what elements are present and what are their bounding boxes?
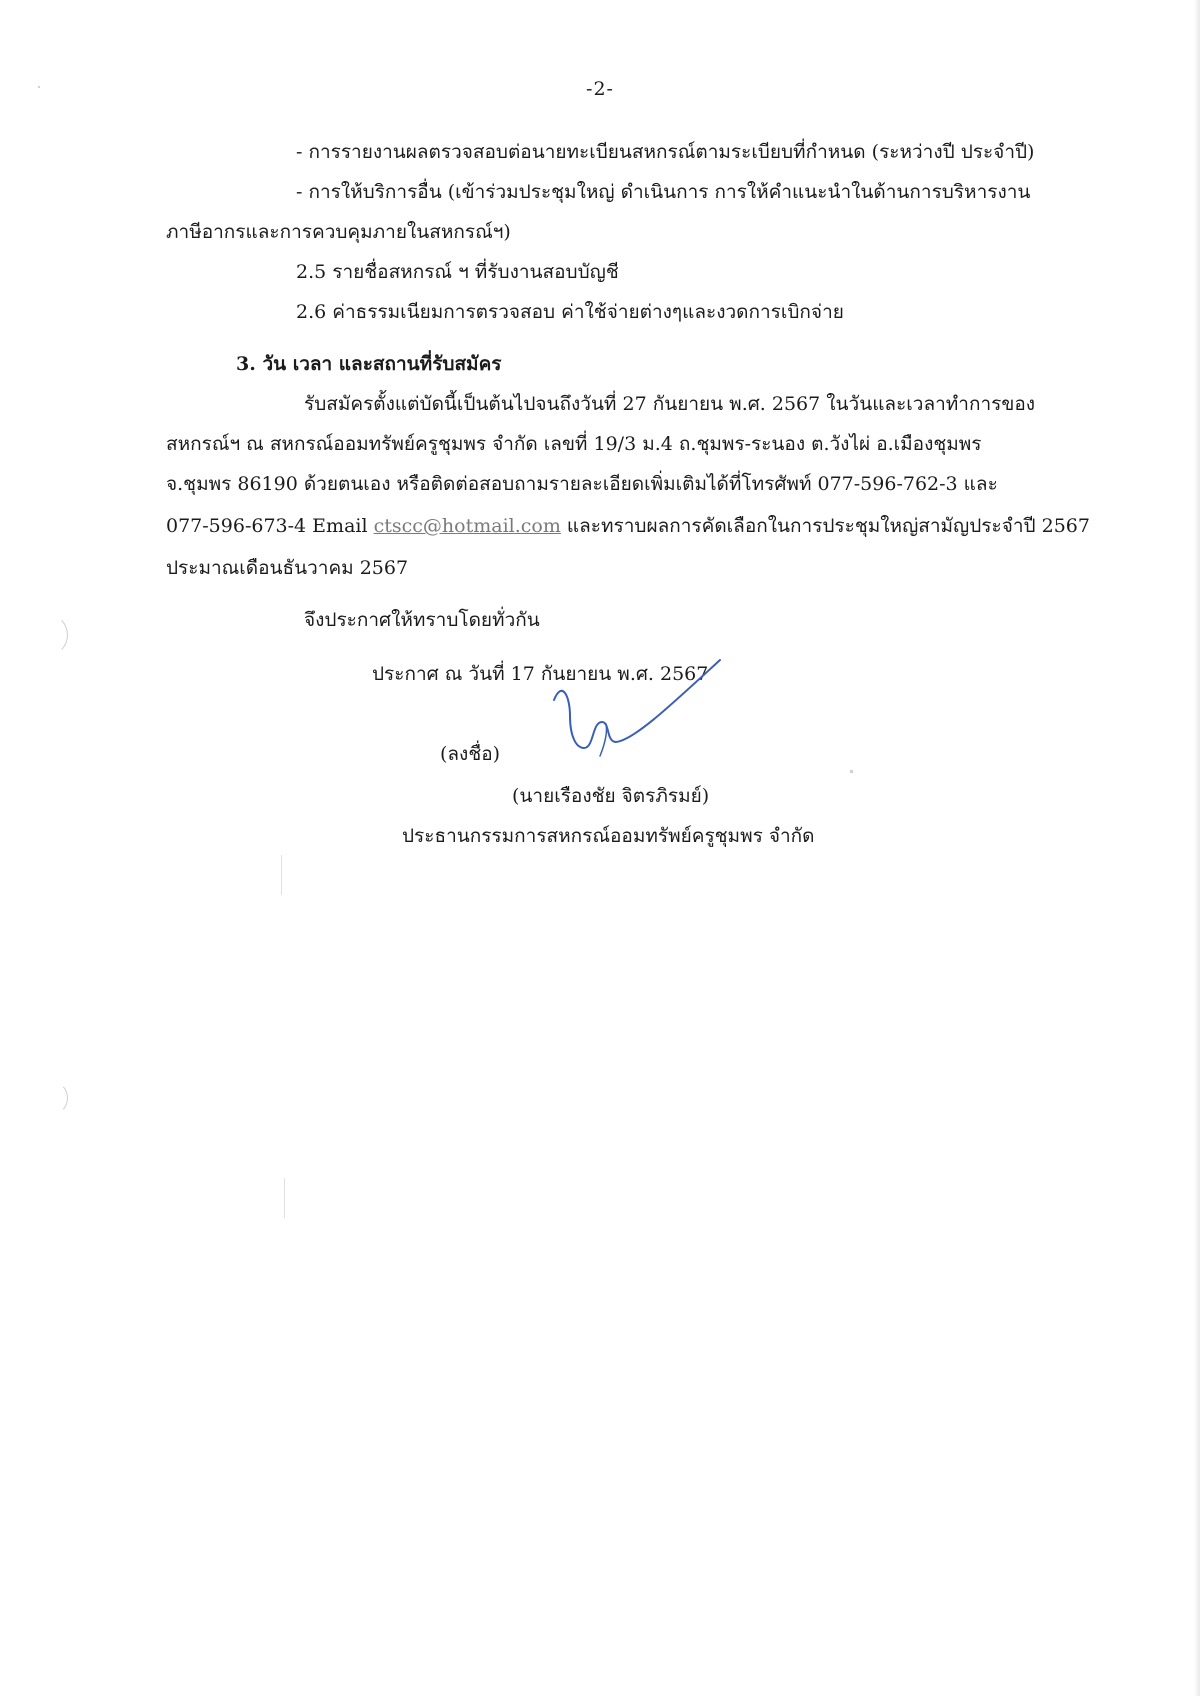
scan-speck [284,1178,285,1218]
page-number: -2- [586,78,614,100]
page-edge-shadow [1194,0,1200,1696]
item-other-services-cont: ภาษีอากรและการควบคุมภายในสหกรณ์ฯ) [166,221,511,243]
scan-speck [281,855,282,895]
item-audit-report: - การรายงานผลตรวจสอบต่อนายทะเบียนสหกรณ์ตามระเบียบที่กำหนด (ระหว่างปี ประจำปี) [296,141,1035,163]
announcement-statement: จึงประกาศให้ทราบโดยทั่วกัน [304,609,540,631]
sign-label: (ลงชื่อ) [440,743,501,765]
result-text: และทราบผลการคัดเลือกในการประชุมใหญ่สามัญประจำปี 2567 [566,515,1090,537]
email-link[interactable]: ctscc@hotmail.com [373,515,561,537]
scan-artifact-arc [28,614,68,656]
section-3-para-line-3: จ.ชุมพร 86190 ด้วยตนเอง หรือติดต่อสอบถามรายละเอียดเพิ่มเติมได้ที่โทรศัพท์ 077-596-762-3 และ [166,473,998,495]
item-2-5: 2.5 รายชื่อสหกรณ์ ฯ ที่รับงานสอบบัญชี [296,261,619,283]
scan-speck [850,770,853,773]
item-2-6: 2.6 ค่าธรรมเนียมการตรวจสอบ ค่าใช้จ่ายต่างๆและงวดการเบิกจ่าย [296,301,844,323]
signer-name: (นายเรืองชัย จิตรภิรมย์) [512,785,710,807]
item-other-services: - การให้บริการอื่น (เข้าร่วมประชุมใหญ่ ดำเนินการ การให้คำแนะนำในด้านการบริหารงาน [296,181,1031,203]
section-3-para-line-2: สหกรณ์ฯ ณ สหกรณ์ออมทรัพย์ครูชุมพร จำกัด เลขที่ 19/3 ม.4 ถ.ชุมพร-ระนอง ต.วังไผ่ อ.เมืองชุมพร [166,433,982,455]
section-3-heading: 3. วัน เวลา และสถานที่รับสมัคร [236,353,502,375]
scan-artifact-arc [40,1082,68,1114]
section-3-para-line-4 [166,512,1090,540]
section-3-para-line-1: รับสมัครตั้งแต่บัดนี้เป็นต้นไปจนถึงวันที่ 27 กันยายน พ.ศ. 2567 ในวันและเวลาทำการของ [304,393,1036,415]
handwritten-signature [548,652,738,782]
signer-title: ประธานกรรมการสหกรณ์ออมทรัพย์ครูชุมพร จำกัด [402,825,815,847]
announcement-date: ประกาศ ณ วันที่ 17 กันยายน พ.ศ. 2567 [372,663,709,685]
phone-prefix: 077-596-673-4 Email [166,515,368,537]
section-3-para-line-5: ประมาณเดือนธันวาคม 2567 [166,557,409,579]
